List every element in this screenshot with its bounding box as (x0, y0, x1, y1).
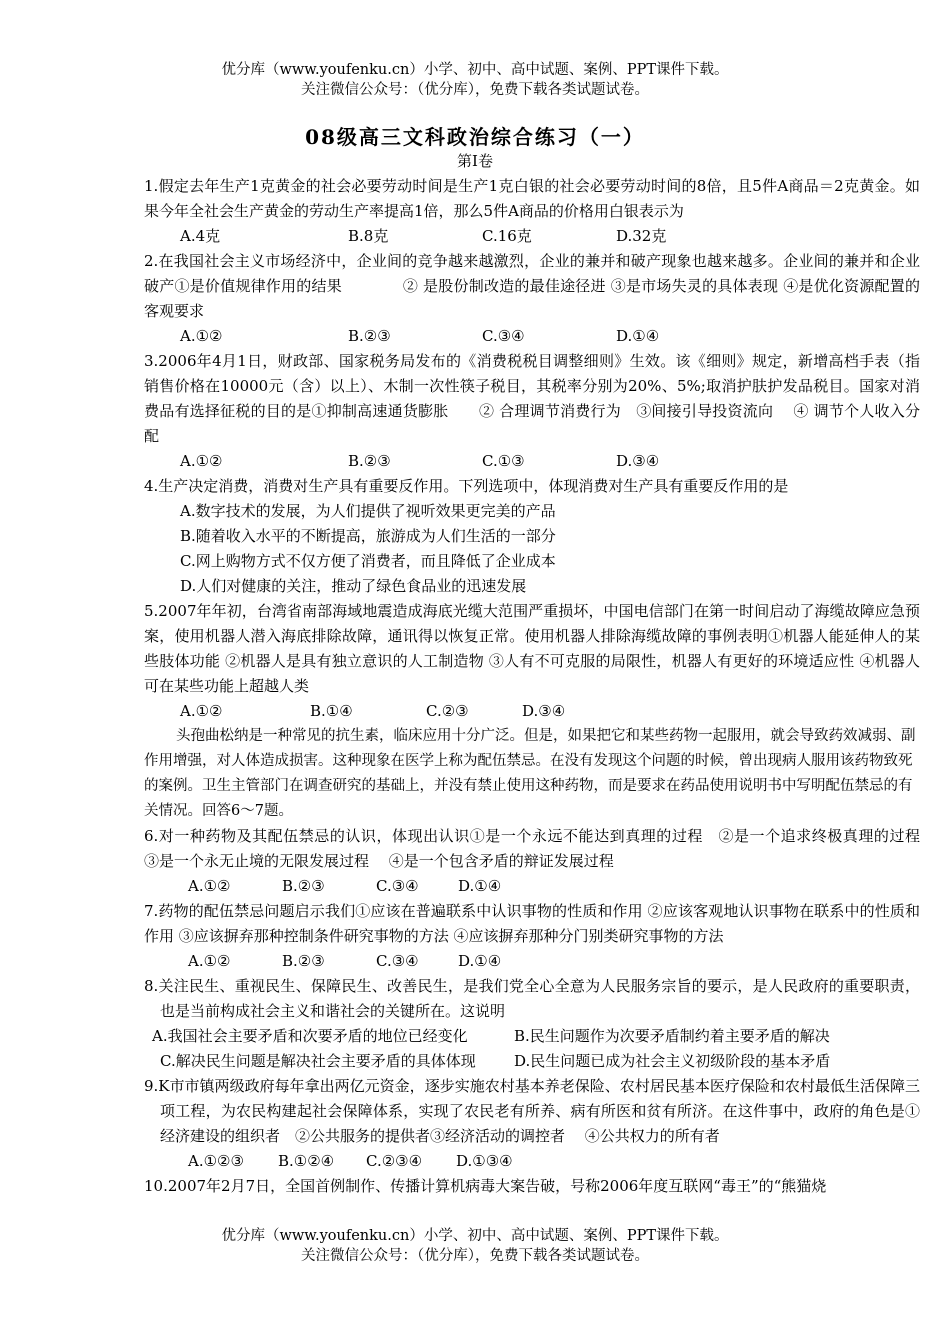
option-a: A.4克 (180, 227, 221, 245)
question-3-options (144, 449, 920, 474)
option-b: B.②③ (282, 952, 325, 970)
option-c: C.③④ (376, 952, 419, 970)
question-10-stem: 10.2007年2月7日，全国首例制作、传播计算机病毒大案告破，号称2006年度互联网“毒王”的“熊猫烧 (144, 1177, 827, 1195)
option-a: A.①②③ (188, 1152, 244, 1170)
question-5-stem: 5.2007年年初，台湾省南部海域地震造成海底光缆大范围严重损坏，中国电信部门在第一时间启动了海缆故障应急预案，使用机器人潜入海底排除故障，通讯得以恢复正常。使用机器人排除海缆故障的事例表明①机器人能延伸人的某些肢体功能 ②机器人是具有独立意识的人工制造物 ③人有不可克服的局限性，机器人有更好的环境适应性 ④机器人可在某些功能上超越人类 (144, 602, 920, 695)
option-d: D.③④ (522, 702, 566, 720)
option-d: D.人们对健康的关注，推动了绿色食品业的迅速发展 (180, 577, 527, 595)
option-c: C.②③ (426, 702, 469, 720)
exam-body (144, 174, 936, 1199)
question-4-options (144, 499, 920, 599)
option-a: A.数字技术的发展，为人们提供了视听效果更完美的产品 (180, 502, 556, 520)
option-b: B.①②④ (278, 1152, 335, 1170)
question-8-options-row-2 (144, 1049, 920, 1074)
exam-title: 08级高三文科政治综合练习（一） (305, 125, 645, 149)
option-b: B.随着收入水平的不断提高，旅游成为人们生活的一部分 (180, 527, 556, 545)
question-5-options (144, 699, 920, 724)
option-c: C.②③④ (366, 1152, 423, 1170)
option-a: A.①② (188, 952, 231, 970)
question-6-stem: 6.对一种药物及其配伍禁忌的认识，体现出认识①是一个永远不能达到真理的过程 ②是一个追求终极真理的过程 ③是一个永无止境的无限发展过程 ④是一个包含矛盾的辩证发展过程 (144, 827, 936, 870)
question-9-stem: 9.K市市镇两级政府每年拿出两亿元资金，逐步实施农村基本养老保险、农村居民基本医疗保险和农村最低生活保障三项工程，为农民构建起社会保障体系，实现了农民老有所养、病有所医和贫有所济。在这件事中，政府的角色是①经济建设的组织者 ②公共服务的提供者③经济活动的调控者 ④公共权力的所有者 (144, 1077, 920, 1145)
question-2-options (144, 324, 920, 349)
option-c: C.16克 (482, 227, 532, 245)
footer-line-1: 优分库（www.youfenku.cn）小学、初中、高中试题、案例、PPT课件下载。 (221, 1228, 729, 1244)
option-d: D.③④ (616, 452, 660, 470)
option-b: B.②③ (348, 327, 391, 345)
option-a: A.①② (180, 702, 223, 720)
question-9-options (144, 1149, 920, 1174)
option-d: D.①③④ (456, 1152, 513, 1170)
option-b: B.①④ (310, 702, 353, 720)
header-line-1: 优分库（www.youfenku.cn）小学、初中、高中试题、案例、PPT课件下载。 (221, 62, 729, 78)
option-c: C.③④ (376, 877, 419, 895)
option-c: C.③④ (482, 327, 525, 345)
option-b: B.8克 (348, 227, 389, 245)
question-2-stem: 2.在我国社会主义市场经济中，企业间的竞争越来越激烈，企业的兼并和破产现象也越来越多。企业间的兼并和企业破产①是价值规律作用的结果 ② 是股份制改造的最佳途径进 ③是市场失灵的具体表现 ④是优化资源配置的客观要求 (144, 252, 920, 320)
question-1-stem: 1.假定去年生产1克黄金的社会必要劳动时间是生产1克白银的社会必要劳动时间的8倍，且5件A商品＝2克黄金。如果今年全社会生产黄金的劳动生产率提高1倍，那么5件A商品的价格用白银表示为 (144, 177, 920, 220)
header-line-2: 关注微信公众号：（优分库），免费下载各类试题试卷。 (301, 82, 649, 98)
option-b: B.民生问题作为次要矛盾制约着主要矛盾的解决 (514, 1027, 830, 1045)
option-d: D.①④ (458, 952, 502, 970)
reading-passage: 头孢曲松纳是一种常见的抗生素，临床应用十分广泛。但是，如果把它和某些药物一起服用，就会导致药效减弱、副作用增强，对人体造成损害。这种现象在医学上称为配伍禁忌。在没有发现这个问题的时候，曾出现病人服用该药物致死的案例。卫生主管部门在调查研究的基础上，并没有禁止使用这种药物，而是要求在药品使用说明书中写明配伍禁忌的有关情况。回答6～7题。 (144, 728, 916, 819)
option-c: C.网上购物方式不仅方便了消费者，而且降低了企业成本 (180, 552, 556, 570)
question-6-options (144, 874, 920, 899)
question-1-options (144, 224, 920, 249)
question-8-options-row-1 (144, 1024, 920, 1049)
footer-line-2: 关注微信公众号：（优分库），免费下载各类试题试卷。 (301, 1248, 649, 1264)
question-7-stem: 7.药物的配伍禁忌问题启示我们①应该在普遍联系中认识事物的性质和作用 ②应该客观地认识事物在联系中的性质和作用 ③应该摒弃那种控制条件研究事物的方法 ④应该摒弃那种分门别类研究事物的方法 (144, 902, 920, 945)
option-a: A.①② (180, 452, 223, 470)
option-d: D.民生问题已成为社会主义初级阶段的基本矛盾 (514, 1052, 831, 1070)
question-4-stem: 4.生产决定消费，消费对生产具有重要反作用。下列选项中，体现消费对生产具有重要反作用的是 (144, 477, 789, 495)
option-b: B.②③ (282, 877, 325, 895)
question-7-options (144, 949, 920, 974)
option-a: A.①② (188, 877, 231, 895)
option-d: D.①④ (616, 327, 660, 345)
option-c: C.解决民生问题是解决社会主要矛盾的具体体现 (160, 1052, 476, 1070)
volume-label: 第I卷 (457, 152, 493, 170)
question-8-stem: 8.关注民生、重视民生、保障民生、改善民生，是我们党全心全意为人民服务宗旨的要示，是人民政府的重要职责，也是当前构成社会主义和谐社会的关键所在。这说明 (144, 977, 920, 1020)
option-a: A.①② (180, 327, 223, 345)
option-c: C.①③ (482, 452, 525, 470)
option-b: B.②③ (348, 452, 391, 470)
question-3-stem: 3.2006年4月1日，财政部、国家税务局发布的《消费税税目调整细则》生效。该《细则》规定，新增高档手表（指销售价格在10000元（含）以上）、木制一次性筷子税目，其税率分别为20%、5%;取消护肤护发品税目。国家对消费品有选择征税的目的是①抑制高速通货膨胀 ② 合理调节消费行为 ③间接引导投资流向 ④ 调节个人收入分配 (144, 352, 920, 445)
option-d: D.①④ (458, 877, 502, 895)
option-d: D.32克 (616, 227, 667, 245)
option-a: A.我国社会主要矛盾和次要矛盾的地位已经变化 (152, 1027, 468, 1045)
